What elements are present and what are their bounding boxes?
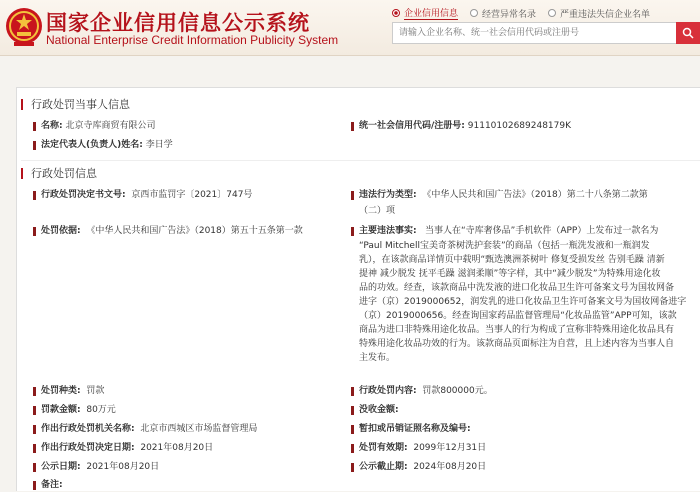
nav-item-abnormal-list[interactable]: 经营异常名录 xyxy=(470,6,536,20)
field-violation-type-cont: （二）项 xyxy=(359,206,396,216)
bullet-marker xyxy=(33,387,36,396)
bullet-marker xyxy=(33,444,36,453)
field-main-facts-label: 主要违法事实: xyxy=(359,225,417,238)
field-penalty-type: 处罚种类: 罚款 xyxy=(41,385,104,398)
field-remark: 备注: xyxy=(41,479,65,492)
field-decision-date: 作出行政处罚决定日期: 2021年08月20日 xyxy=(41,442,213,455)
national-emblem-icon xyxy=(4,6,44,48)
bullet-marker xyxy=(33,141,36,150)
bullet-marker xyxy=(351,227,354,236)
field-license-revoked: 暂扣或吊销证照名称及编号: xyxy=(359,423,473,436)
bullet-marker xyxy=(351,444,354,453)
bullet-marker xyxy=(351,191,354,200)
radio-icon xyxy=(392,9,400,17)
nav-item-dishonest-list[interactable]: 严重违法失信企业名单 xyxy=(548,6,650,20)
radio-icon xyxy=(470,9,478,17)
section-marker xyxy=(21,99,23,110)
search-input[interactable] xyxy=(392,22,676,44)
bullet-marker xyxy=(33,463,36,472)
bullet-marker xyxy=(33,481,36,490)
section-divider xyxy=(21,160,700,161)
site-header xyxy=(0,0,700,56)
bullet-marker xyxy=(33,191,36,200)
field-confiscation: 没收金额: xyxy=(359,404,401,417)
bullet-marker xyxy=(33,122,36,131)
bullet-marker xyxy=(351,406,354,415)
field-violation-type: 违法行为类型: 《中华人民共和国广告法》（2018）第二十八条第二款第 xyxy=(359,189,689,202)
brand-title: 国家企业信用信息公示系统 xyxy=(46,11,310,35)
field-penalty-content: 行政处罚内容: 罚款800000元。 xyxy=(359,385,493,398)
field-name: 名称: 北京寺库商贸有限公司 xyxy=(41,120,156,133)
top-nav xyxy=(392,6,662,20)
brand-subtitle: National Enterprise Credit Information Publicity System xyxy=(46,33,339,47)
bullet-marker xyxy=(33,227,36,236)
field-penalty-basis: 处罚依据: 《中华人民共和国广告法》（2018）第五十五条第一款 xyxy=(41,225,303,238)
nav-item-enterprise-credit[interactable]: 企业信用信息 xyxy=(392,6,458,20)
search-bar xyxy=(392,22,700,44)
field-decision-doc: 行政处罚决定书文号: 京西市监罚字〔2021〕747号 xyxy=(41,189,252,202)
bullet-marker xyxy=(351,387,354,396)
field-main-facts-body: “Paul Mitchell宝美奇茶树洗护套装”的商品（包括一瓶洗发液和一瓶润发 乳），在该款商品详情页中载明“甄选澳洲茶树叶 修复受损发丝 告别毛躁 清新 提神 减少脱发 抚平毛躁 滋润柔顺”等字样，其中“减少脱发”为特殊用途化妆 品的功效。经查，该款商品中洗发液的进口化妆品卫生许可备案文号为国妆网备 进字（京）2019000652，润发乳的进口化妆品卫生许可备案文号为国妆网备进字 （京）2019000656。经查询国家药品监督管理局“化妆品监管”APP可知，该款 商品为进口非特殊用途化妆品。当事人的行为构成了宣称非特殊用途化妆品具有 特殊用途化妆品功效的行为。该款商品页面标注为自营，且上述内容为当事人自 主发布。 xyxy=(359,241,687,363)
bullet-marker xyxy=(33,406,36,415)
bullet-marker xyxy=(351,425,354,434)
field-fine-amount: 罚款金额: 80万元 xyxy=(41,404,116,417)
field-credit-code: 统一社会信用代码/注册号: 91110102689248179K xyxy=(359,120,571,133)
section-marker xyxy=(21,168,23,179)
field-publish-date: 公示日期: 2021年08月20日 xyxy=(41,461,159,474)
field-main-facts: 当事人在“寺库奢侈品”手机软件（APP）上发布过一款名为 xyxy=(425,226,659,236)
bullet-marker xyxy=(33,425,36,434)
field-publish-end: 公示截止期: 2024年08月20日 xyxy=(359,461,486,474)
search-icon xyxy=(682,27,694,39)
section-title-party: 行政处罚当事人信息 xyxy=(21,96,130,112)
section-title-penalty: 行政处罚信息 xyxy=(21,165,97,181)
field-penalty-expiry: 处罚有效期: 2099年12月31日 xyxy=(359,442,486,455)
bullet-marker xyxy=(351,463,354,472)
field-authority: 作出行政处罚机关名称: 北京市西城区市场监督管理局 xyxy=(41,423,257,436)
bullet-marker xyxy=(351,122,354,131)
field-legal-rep: 法定代表人(负责人)姓名: 李日学 xyxy=(41,139,173,152)
radio-icon xyxy=(548,9,556,17)
content-panel xyxy=(16,87,700,491)
search-button[interactable] xyxy=(676,22,700,44)
